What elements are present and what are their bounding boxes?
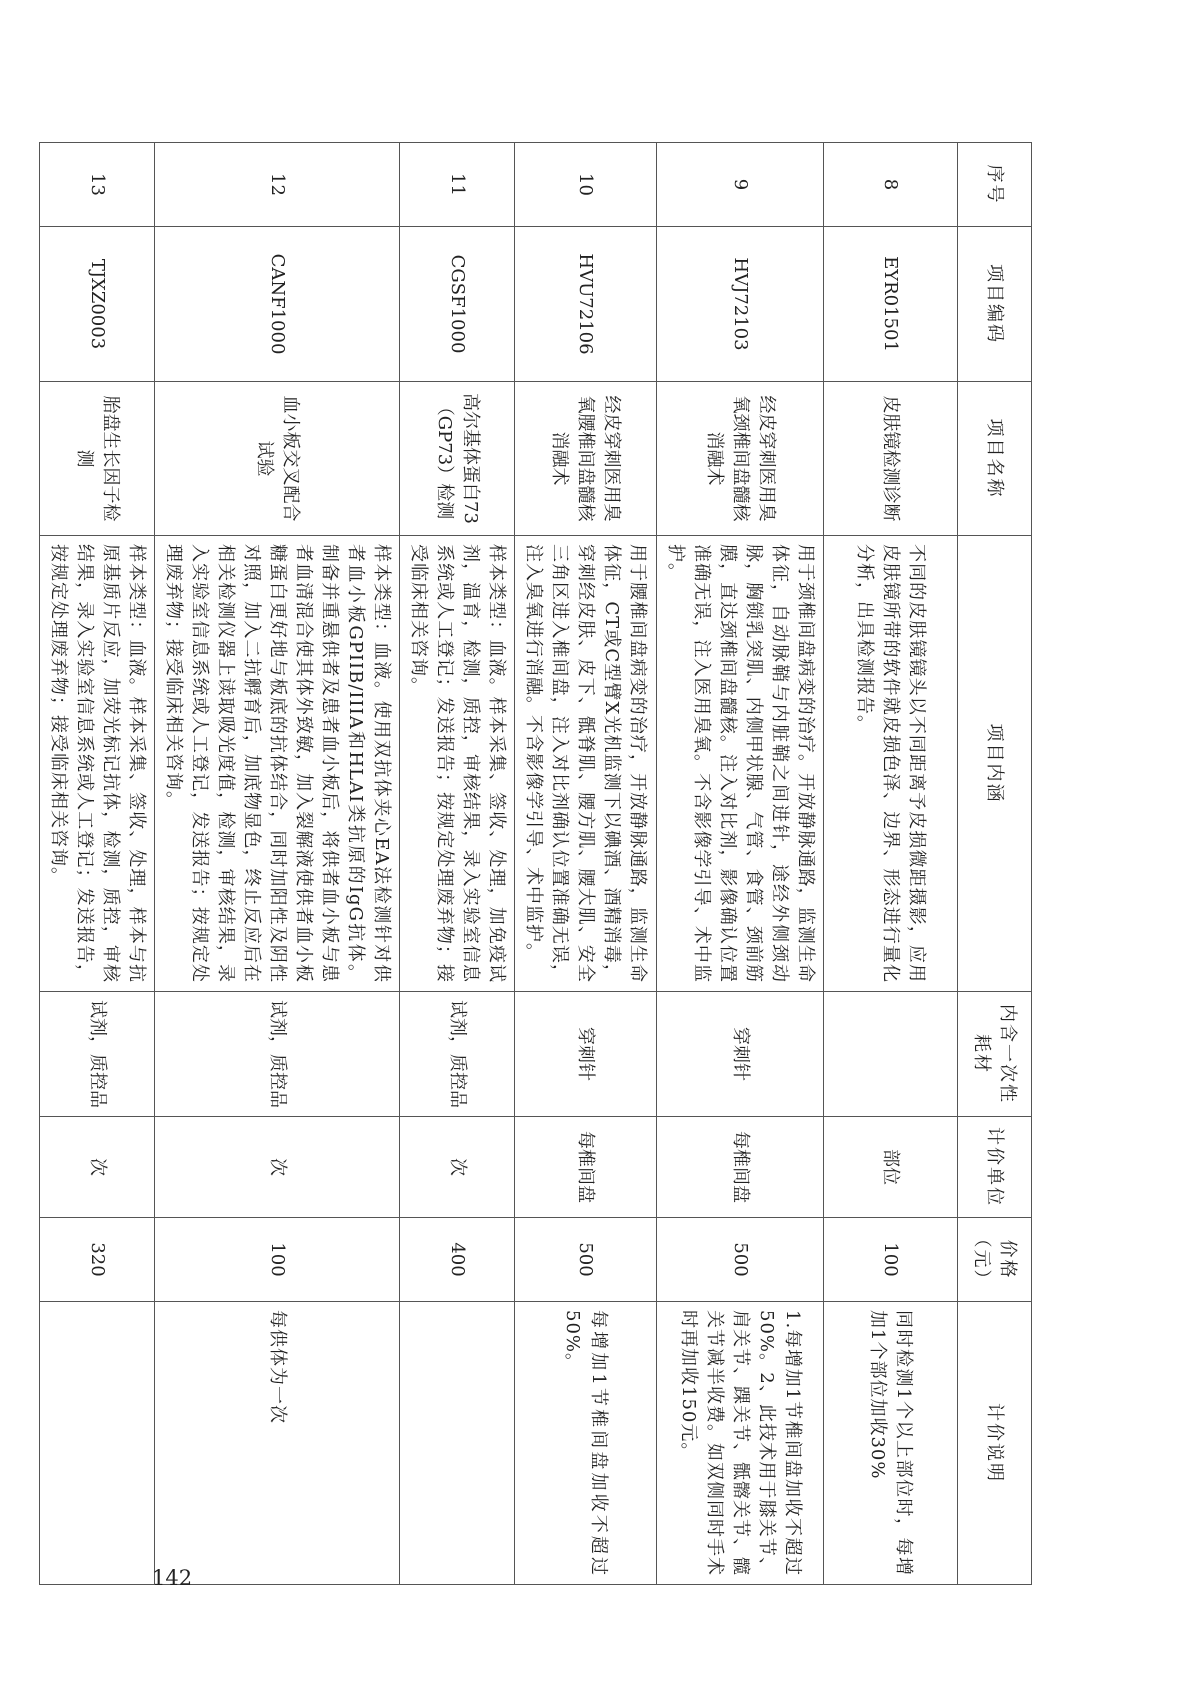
header-consumables: 内含一次性耗材	[958, 992, 1032, 1117]
fee-table	[39, 142, 1032, 1585]
cell-content: 不同的皮肤镜镜头以不同距离予皮损微距摄影，应用皮肤镜所带的软件就皮损色泽、边界、形态进行量化分析，出具检测报告。	[824, 536, 958, 992]
cell-code: HVU72106	[515, 227, 657, 382]
cell-consumables: 穿刺针	[515, 992, 657, 1117]
header-unit: 计价单位	[958, 1117, 1032, 1218]
cell-unit: 次	[400, 1117, 515, 1218]
cell-no: 11	[400, 143, 515, 227]
cell-unit: 每椎间盘	[657, 1117, 824, 1218]
cell-consumables: 试剂，质控品	[155, 992, 400, 1117]
cell-notes: 1.每增加1节椎间盘加收不超过50%。2、此技术用于膝关节、肩关节、踝关节、骶髂关节、髋关节减半收费。如双侧同时手术时再加收150元。	[657, 1302, 824, 1585]
cell-notes: 同时检测1个以上部位时，每增加1个部位加收30%	[824, 1302, 958, 1585]
cell-consumables	[824, 992, 958, 1117]
cell-notes: 每增加1节椎间盘加收不超过50%。	[515, 1302, 657, 1585]
cell-consumables: 试剂，质控品	[400, 992, 515, 1117]
cell-price: 100	[824, 1218, 958, 1302]
cell-name: 胎盘生长因子检测	[40, 382, 155, 536]
cell-no: 13	[40, 143, 155, 227]
cell-notes: 每供体为一次	[155, 1302, 400, 1585]
cell-name: 血小板交叉配合试验	[155, 382, 400, 536]
header-content: 项目内涵	[958, 536, 1032, 992]
table-row	[40, 143, 155, 1585]
header-no: 序号	[958, 143, 1032, 227]
cell-price: 500	[657, 1218, 824, 1302]
cell-notes	[40, 1302, 155, 1585]
header-code: 项目编码	[958, 227, 1032, 382]
header-row	[958, 143, 1032, 1585]
cell-unit: 部位	[824, 1117, 958, 1218]
cell-consumables: 试剂，质控品	[40, 992, 155, 1117]
table-row	[824, 143, 958, 1585]
cell-name: 经皮穿刺医用臭氧颈椎间盘髓核消融术	[657, 382, 824, 536]
cell-code: CGSF1000	[400, 227, 515, 382]
cell-price: 500	[515, 1218, 657, 1302]
cell-no: 8	[824, 143, 958, 227]
cell-code: CANF1000	[155, 227, 400, 382]
page-number: 142	[152, 1566, 193, 1590]
cell-content: 样本类型：血液。样本采集、签收、处理，样本与抗原基质片反应，加荧光标记抗体，检测，质控，审核结果，录入实验室信息系统或人工登记；发送报告，按规定处理废弃物；接受临床相关咨询。	[40, 536, 155, 992]
cell-price: 320	[40, 1218, 155, 1302]
cell-no: 12	[155, 143, 400, 227]
table-row	[657, 143, 824, 1585]
header-name: 项目名称	[958, 382, 1032, 536]
cell-content: 样本类型：血液。样本采集、签收、处理，加免疫试剂，温育，检测，质控，审核结果，录入实验室信息系统或人工登记；发送报告；按规定处理废弃物；接受临床相关咨询。	[400, 536, 515, 992]
table-row	[515, 143, 657, 1585]
header-price: 价格（元）	[958, 1218, 1032, 1302]
cell-name: 皮肤镜检测诊断	[824, 382, 958, 536]
cell-code: TJXZ0003	[40, 227, 155, 382]
cell-name: 高尔基体蛋白73（GP73）检测	[400, 382, 515, 536]
header-notes: 计价说明	[958, 1302, 1032, 1585]
cell-content: 样本类型：血液。使用双抗体夹心EA法检测针对供者血小板GPIIB/IIIA和HLAI类抗原的IgG抗体。制备并重悬供者及患者血小板后，将供者血小板与患者血清混合使其体外致敏，加入裂解液使供者血小板糖蛋白更好地与板底的抗体结合，同时加阳性及阴性对照，加入二抗孵育后，加底物显色，终止反应后在相关检测仪器上读取吸光度值，检测，审核结果，录入实验室信息系统或人工登记，发送报告；按规定处理废弃物；接受临床相关咨询。	[155, 536, 400, 992]
cell-unit: 次	[40, 1117, 155, 1218]
cell-code: HVJ72103	[657, 227, 824, 382]
table-row	[155, 143, 400, 1585]
cell-no: 10	[515, 143, 657, 227]
cell-code: EYR01501	[824, 227, 958, 382]
cell-content: 用于颈椎间盘病变的治疗。开放静脉通路，监测生命体征，自动脉鞘与内脏鞘之间进针，途经外侧颈动脉，胸锁乳突肌、内侧甲状腺、气管、食管、颈前筋膜，直达颈椎间盘髓核。注入对比剂，影像确认位置准确无误，注入医用臭氧。不含影像学引导、术中监护。	[657, 536, 824, 992]
cell-notes	[400, 1302, 515, 1585]
cell-unit: 次	[155, 1117, 400, 1218]
cell-no: 9	[657, 143, 824, 227]
cell-price: 100	[155, 1218, 400, 1302]
cell-content: 用于腰椎间盘病变的治疗，开放静脉通路，监测生命体征，CT或C型臂X光机监测下以碘酒、酒精消毒，穿刺经皮肤、皮下、骶脊肌、腰方肌、腰大肌、安全三角区进入椎间盘，注入对比剂确认位置准确无误，注入臭氧进行消融。不含影像学引导、术中监护。	[515, 536, 657, 992]
rotated-table-container	[48, 142, 1032, 1584]
cell-consumables: 穿刺针	[657, 992, 824, 1117]
table-row	[400, 143, 515, 1585]
cell-name: 经皮穿刺医用臭氧腰椎间盘髓核消融术	[515, 382, 657, 536]
cell-price: 400	[400, 1218, 515, 1302]
cell-unit: 每椎间盘	[515, 1117, 657, 1218]
